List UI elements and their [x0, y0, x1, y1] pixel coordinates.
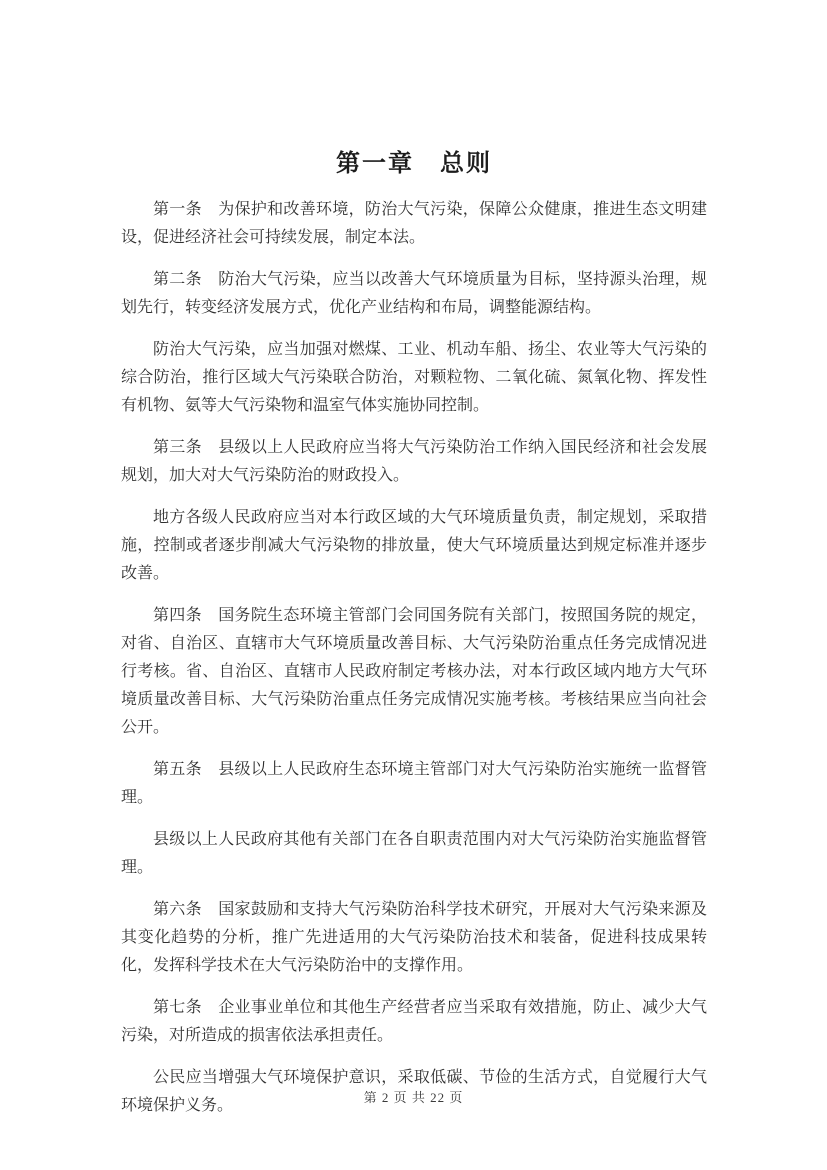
paragraph-article-5-continued: 县级以上人民政府其他有关部门在各自职责范围内对大气污染防治实施监督管理。: [121, 831, 707, 876]
paragraph-article-7: 第七条 企业事业单位和其他生产经营者应当采取有效措施，防止、减少大气污染，对所造成的损害依法承担责任。: [121, 999, 707, 1044]
paragraph-article-5: 第五条 县级以上人民政府生态环境主管部门对大气污染防治实施统一监督管理。: [121, 761, 707, 806]
paragraph-article-7-continued: 公民应当增强大气环境保护意识，采取低碳、节俭的生活方式，自觉履行大气环境保护义务。: [121, 1069, 707, 1114]
page-number-label: 第 2 页 共 22 页: [363, 1090, 464, 1105]
paragraph-article-6: 第六条 国家鼓励和支持大气污染防治科学技术研究，开展对大气污染来源及其变化趋势的分析，推广先进适用的大气污染防治技术和装备，促进科技成果转化，发挥科学技术在大气污染防治中的支撑作用。: [121, 901, 707, 974]
paragraph-article-3: 第三条 县级以上人民政府应当将大气污染防治工作纳入国民经济和社会发展规划，加大对大气污染防治的财政投入。: [121, 439, 707, 484]
paragraph-article-2: 第二条 防治大气污染，应当以改善大气环境质量为目标，坚持源头治理，规划先行，转变经济发展方式，优化产业结构和布局，调整能源结构。: [121, 271, 707, 316]
paragraph-article-4: 第四条 国务院生态环境主管部门会同国务院有关部门，按照国务院的规定，对省、自治区、直辖市大气环境质量改善目标、大气污染防治重点任务完成情况进行考核。省、自治区、直辖市人民政府制定考核办法，对本行政区域内地方大气环境质量改善目标、大气污染防治重点任务完成情况实施考核。考核结果应当向社会公开。: [121, 607, 707, 736]
paragraph-article-2-continued: 防治大气污染，应当加强对燃煤、工业、机动车船、扬尘、农业等大气污染的综合防治，推行区域大气污染联合防治，对颗粒物、二氧化硫、氮氧化物、挥发性有机物、氨等大气污染物和温室气体实施协同控制。: [121, 341, 707, 414]
chapter-title: 第一章 总则: [336, 149, 492, 177]
page-footer: [0, 1087, 827, 1106]
document-body: [121, 196, 707, 1120]
paragraph-article-3-continued: 地方各级人民政府应当对本行政区域的大气环境质量负责，制定规划，采取措施，控制或者逐步削减大气污染物的排放量，使大气环境质量达到规定标准并逐步改善。: [121, 509, 707, 582]
paragraph-article-1: 第一条 为保护和改善环境，防治大气污染，保障公众健康，推进生态文明建设，促进经济社会可持续发展，制定本法。: [121, 201, 707, 246]
